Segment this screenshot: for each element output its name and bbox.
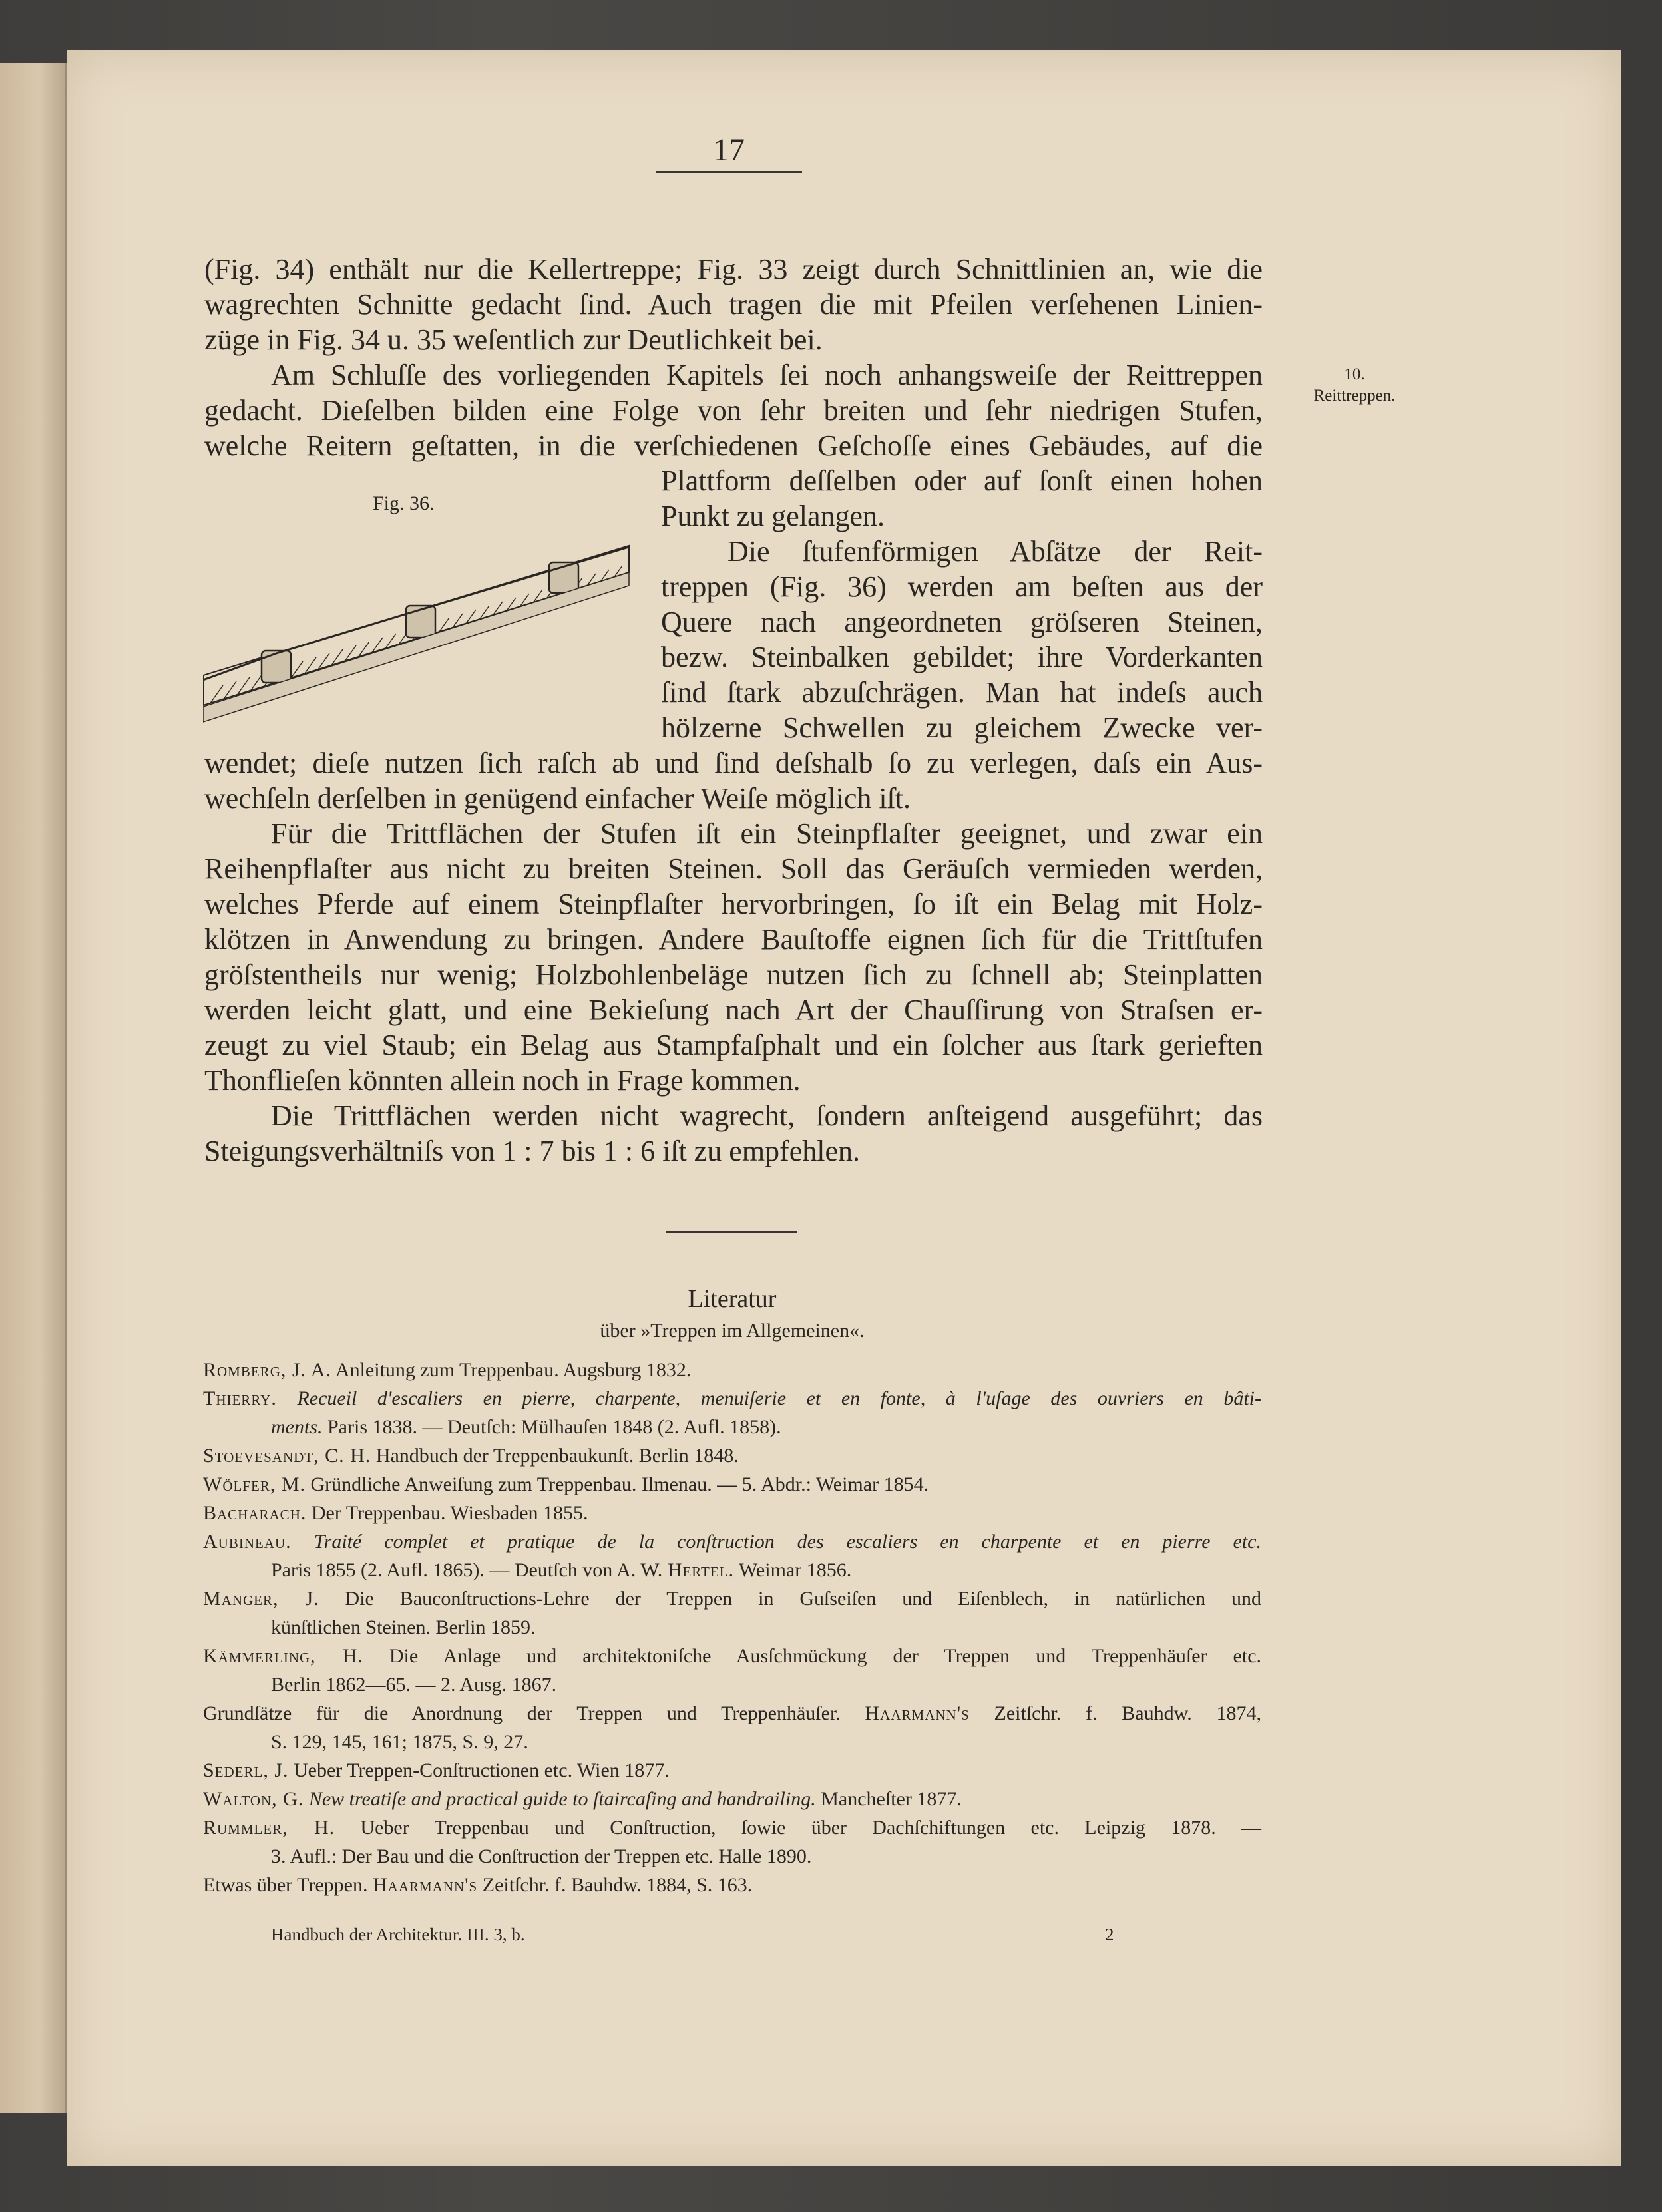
literature-entry: Wölfer, M. Gründliche Anweiſung zum Treppenbau. Ilmenau. — 5. Abdr.: Weimar 1854. (203, 1473, 929, 1495)
page-number: 17 (656, 132, 802, 173)
literature-entry: Romberg, J. A. Anleitung zum Treppenbau. Augsburg 1832. (203, 1359, 692, 1381)
margin-note-label: Reittreppen. (1313, 387, 1396, 405)
literature-entry-cont: künſtlichen Steinen. Berlin 1859. (271, 1616, 536, 1638)
literature-entry: Grundſätze für die Anordnung der Treppen und Treppenhäuſer. Haarmann's Zeitſchr. f. Bauhdw. 1874, (203, 1702, 1262, 1724)
body-line: Reihenpflaſter aus nicht zu breiten Steinen. Soll das Geräuſch vermieden werden, (204, 852, 1263, 885)
literature-entry: Thierry. Recueil d'escaliers en pierre, charpente, menuiſerie et en fonte, à l'uſage des ouvriers en bâti- (203, 1387, 1261, 1409)
body-line: Punkt zu gelangen. (661, 500, 885, 532)
body-line: hölzerne Schwellen zu gleichem Zwecke ver- (661, 711, 1263, 744)
body-line: Die Trittflächen werden nicht wagrecht, ſondern anſteigend ausgeführt; das (271, 1099, 1263, 1132)
body-line: Am Schluſſe des vorliegenden Kapitels ſei noch anhangsweiſe der Reittreppen (271, 359, 1263, 391)
literature-entry: Walton, G. New treatiſe and practical guide to ſtaircaſing and handrailing. Mancheſter 1877. (203, 1788, 962, 1810)
body-line: wendet; dieſe nutzen ſich raſch ab und ſind deſshalb ſo zu verlegen, daſs ein Aus- (204, 747, 1263, 779)
literature-entry-cont: Paris 1855 (2. Aufl. 1865). — Deutſch von A. W. Hertel. Weimar 1856. (271, 1559, 852, 1581)
body-line: Quere nach angeordneten gröſseren Steinen, (661, 606, 1263, 638)
literature-entry: Rummler, H. Ueber Treppenbau und Conſtruction, ſowie über Dachſchiftungen etc. Leipzig 1878. — (203, 1817, 1261, 1839)
body-line: Die ſtufenförmigen Abſätze der Reit- (727, 535, 1263, 568)
body-line: wechſeln derſelben in genügend einfacher Weiſe möglich iſt. (204, 782, 911, 815)
body-line: Steigungsverhältniſs von 1 : 7 bis 1 : 6 iſt zu empfehlen. (204, 1135, 860, 1167)
body-line: zeugt zu viel Staub; ein Belag aus Stampfaſphalt und ein ſolcher aus ſtark gerieften (204, 1029, 1263, 1061)
literature-entry-cont: ments. Paris 1838. — Deutſch: Mülhauſen 1848 (2. Aufl. 1858). (271, 1416, 781, 1438)
body-line: gröſstentheils nur wenig; Holzbohlenbeläge nutzen ſich zu ſchnell ab; Steinplatten (204, 958, 1263, 991)
body-line: klötzen in Anwendung zu bringen. Andere Bauſtoffe eignen ſich für die Trittſtufen (204, 923, 1263, 956)
literature-entry: Manger, J. Die Bauconſtructions-Lehre der Treppen in Guſseiſen und Eiſenblech, in natürlichen und (203, 1588, 1262, 1610)
literature-entry-cont: 3. Aufl.: Der Bau und die Conſtruction der Treppen etc. Halle 1890. (271, 1845, 812, 1867)
margin-note-number: 10. (1344, 365, 1365, 383)
literature-entry: Stoevesandt, C. H. Handbuch der Treppenbaukunſt. Berlin 1848. (203, 1445, 739, 1467)
literature-entry: Bacharach. Der Treppenbau. Wiesbaden 1855. (203, 1502, 588, 1524)
literature-entry: Sederl, J. Ueber Treppen-Conſtructionen etc. Wien 1877. (203, 1759, 670, 1781)
body-line: treppen (Fig. 36) werden am beſten aus der (661, 570, 1263, 603)
literature-entry-cont: Berlin 1862—65. — 2. Ausg. 1867. (271, 1674, 557, 1696)
literature-entry: Kämmerling, H. Die Anlage und architektoniſche Ausſchmückung der Treppen und Treppenhäuſer etc. (203, 1645, 1262, 1667)
literature-entry: Aubineau. Traité complet et pratique de la conſtruction des escaliers en charpente et en pierre etc. (203, 1531, 1261, 1553)
footer-title: Handbuch der Architektur. III. 3, b. (271, 1925, 525, 1944)
body-line: wagrechten Schnitte gedacht ſind. Auch tragen die mit Pfeilen verſehenen Linien- (204, 288, 1263, 321)
section-divider (666, 1231, 797, 1233)
figure-label: Fig. 36. (373, 492, 435, 514)
literature-entry-cont: S. 129, 145, 161; 1875, S. 9, 27. (271, 1731, 528, 1753)
signature-mark: 2 (1105, 1925, 1114, 1944)
facing-page-edge (0, 63, 67, 2113)
literature-title: Literatur (688, 1285, 777, 1313)
body-line: ſind ſtark abzuſchrägen. Man hat indeſs auch (661, 676, 1263, 709)
body-line: welche Reitern geſtatten, in die verſchiedenen Geſchoſſe eines Gebäudes, auf die (204, 429, 1263, 462)
body-line: Thonflieſen könnten allein noch in Frage kommen. (204, 1064, 801, 1097)
body-line: (Fig. 34) enthält nur die Kellertreppe; Fig. 33 zeigt durch Schnittlinien an, wie die (204, 253, 1263, 285)
riding-stairs-figure (203, 532, 656, 725)
body-line: werden leicht glatt, und eine Bekieſung nach Art der Chauſſirung von Straſsen er- (204, 994, 1263, 1026)
literature-entry: Etwas über Treppen. Haarmann's Zeitſchr. f. Bauhdw. 1884, S. 163. (203, 1874, 753, 1896)
literature-subtitle: über »Treppen im Allgemeinen«. (600, 1320, 865, 1342)
body-line: Für die Trittflächen der Stufen iſt ein Steinpflaſter geeignet, und zwar ein (271, 817, 1263, 850)
body-line: bezw. Steinbalken gebildet; ihre Vorderkanten (661, 641, 1263, 673)
body-line: Plattform deſſelben oder auf ſonſt einen hohen (661, 464, 1263, 497)
body-line: gedacht. Dieſelben bilden eine Folge von ſehr breiten und ſehr niedrigen Stufen, (204, 394, 1263, 427)
body-line: welches Pferde auf einem Steinpflaſter hervorbringen, ſo iſt ein Belag mit Holz- (204, 888, 1263, 920)
body-line: züge in Fig. 34 u. 35 weſentlich zur Deutlichkeit bei. (204, 323, 823, 356)
